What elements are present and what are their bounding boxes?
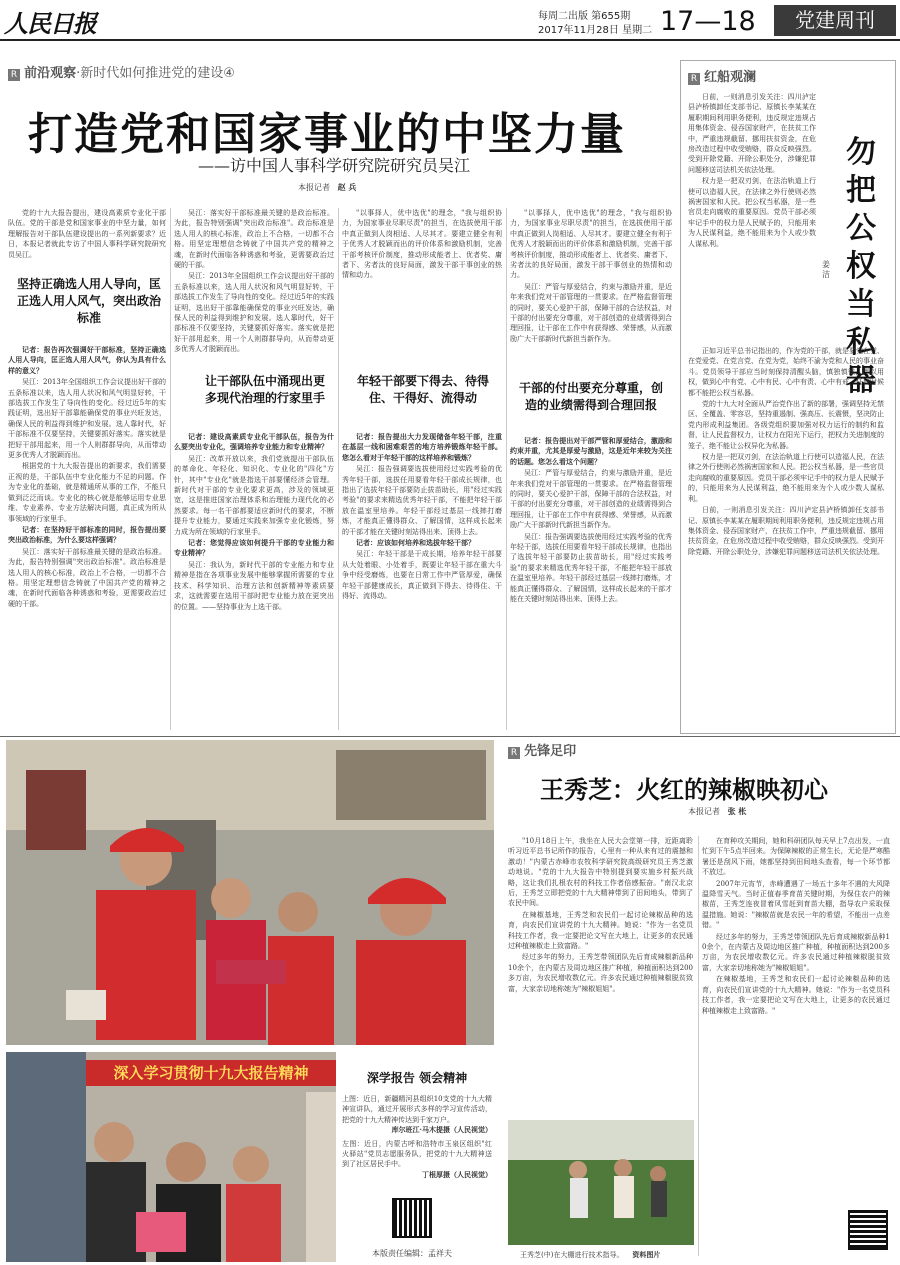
issue-date: 2017年11月28日 星期二 (538, 25, 653, 36)
pioneer-col2-p1: 在育种攻关期间，她和科研团队每天早上7点出发，一直忙到下午5点半回来。为保障辣椒的正常生长，无论是严寒酷暑还是刮风下雨，她都坚持到田间地头查看，每一个环节都不放过。 (702, 837, 890, 877)
col4-q: 记者：报告提出大力发现储备年轻干部，注重在基层一线和困难艰苦的地方培养锻炼年轻干部。您怎么看对于年轻干部的这样培养和锻炼？ (342, 432, 502, 462)
column-rule-2 (338, 208, 339, 730)
col4-q2: 记者：应该如何培养和选拔年轻干部？ (356, 538, 475, 548)
pioneer-headline: 王秀芝：火红的辣椒映初心 (540, 775, 828, 804)
subhead-4: 干部的付出要充分尊重，创造的业绩需得到合理回报 (518, 381, 663, 412)
column-tag-icon: R (8, 69, 20, 81)
study-qr-code[interactable] (392, 1198, 432, 1238)
col4-a2: 吴江：年轻干部是干成长期，培养年轻干部要从大处着眼、小处着手，既要让年轻干部在重大斗争中经受磨炼，也要在日常工作中严管厚爱，确保年轻干部健康成长，真正做到下得去、待得住、干得好、流得动。 (342, 550, 502, 601)
col1-body (8, 345, 166, 730)
volunteers-photo (6, 740, 494, 1045)
pioneer-byline-label: 本报记者 (688, 807, 720, 816)
pioneer-col1-p1: "10月18日上午，我坐在人民大会堂第一排，近距离聆听习近平总书记所作的报告，心里有一种从来有过的震撼和激动！"内蒙古赤峰市农牧科学研究院高级研究员王秀芝激动地说。"党的十九大报告中特别提到要实施乡村振兴战略，这让我们扎根农村的科技工作者倍感振奋。"南汉北京后，王秀芝立即把党的十九大精神带到了田间地头，带到了农民中间。 (508, 837, 693, 908)
col2-text: 根据党的十九大报告提出的新要求，我们需要正视的是，干部队伍中专业化能力不足的问题。作为专业化的基础，就是精通所从事的工作，不能只做到泛泛而谈。专业化的核心就是能够运用专业思维、专业素养、专业方法解决问题，真正成为所从事领域的行家里手。 (8, 462, 166, 523)
col2-a1: 吴江：2013年全国组织工作会议提出好干部的五条标准以来，选人用人状况和风气明显好转，干部选拔工作发生了导向性的变化。经过近5年的实践证明，选出好干部靠能确保党的事业兴旺发达，确保人民的利益得到维护和发展。选人靠时代，好干部标准不仅要坚持，关键要抓好落实。落实就是把好干部用起来，用一个人则群群导向，从而带动更多优秀人才脱颖而出。 (174, 272, 334, 354)
q1-text: 记者：报告再次强调好干部标准，坚持正确选人用人导向，匡正选人用人风气，你认为具有什么样的意义？ (8, 345, 166, 375)
col3-a2: 吴江：我认为，新时代干部的专业能力和专业精神是指在各项事业发展中能够掌握所需要的专业技术、科学知识、治理方法和创新精神等素质要求，这就需要在选用干部时把专业能力放在更突出的位置。——坚持事业为上选干部。 (174, 560, 334, 611)
pioneer-byline-name: 张 枨 (727, 807, 747, 816)
page-editor: 本版责任编辑：孟祥夫 (372, 1249, 452, 1258)
warning-tag-icon: R (688, 73, 700, 85)
warning-title: 勿把公权当私器 (846, 135, 876, 398)
pioneer-col1-p2: 在辣椒基地，王秀芝和农民们一起讨论辣椒品种的选育，向农民们宣讲党的十九大精神。她说："作为一名党员科技工作者，我一定要把论文写在大地上，让更多的农民通过种植辣椒走上致富路。" (508, 910, 693, 951)
warning-p2b: 权力是一把双刃剑，在法治轨道上行使可以造福人民，在法律之外行使则必然祸害国家和人民。把公权当私器，是一些官员走向腐败的重要原因。党员干部必须牢记手中的权力是人民赋予的，只能用来为人民谋利益，绝不能用来为个人或少数人谋私利。 (688, 453, 884, 503)
section-name: 党建周刊 (774, 5, 896, 36)
byline-label: 本报记者 (298, 183, 330, 192)
warning-body-bottom (688, 346, 884, 726)
col4-body-b (510, 436, 672, 732)
byline-name: 赵 兵 (337, 183, 357, 192)
study-cap1-credit: 库尔班江·马木提摄（人民视觉） (391, 1125, 492, 1135)
volunteers-photo-art (6, 740, 494, 1045)
a1-text: 吴江：2013年全国组织工作会议提出好干部的五条标准以来，选人用人状况和风气明显好转，干部选拔工作发生了导向性的变化。经过近5年的实践证明，选出好干部靠能确保党的事业兴旺发达，确保人民的利益得到维护和发展。选人靠时代，好干部标准不仅要坚持，关键要抓好落实。落实就是把好干部用起来，用一个人则群群导向，从而带动更多优秀人才脱颖而出。 (8, 378, 166, 460)
study-photo-art (6, 1052, 336, 1262)
study-cap2: 左图：近日，内蒙古呼和浩特市玉泉区组织"红火驿站"党员志愿服务队，把党的十九大精神送到了社区居民手中。 (342, 1139, 492, 1169)
col4-text-b: 吴江：严管与厚爱结合，约束与激励并重，是近年来我们党对干部管理的一贯要求。在严格监督管理的同时，要关心爱护干部，保障干部的合法权益，对干部的付出要充分尊重，对干部创造的业绩需得到合理回报，让干部在工作中有获得感、荣誉感，从而激励广大干部新时代新担当新作为。 (510, 282, 672, 343)
q2-text: 记者：在坚持好干部标准的同时，报告提出要突出政治标准，为什么要这样强调？ (8, 524, 166, 545)
warning-author: 姜 洁 (822, 260, 830, 279)
issue-number: 每周二出版 第655期 (538, 11, 631, 22)
col3-q: 记者：建设高素质专业化干部队伍，报告为什么要突出专业化，强调培养专业能力和专业精神？ (174, 432, 334, 452)
lead-headline: 打造党和国家事业的中坚力量 (28, 109, 626, 160)
lead-intro (8, 208, 166, 260)
pioneer-col2-p4: 在辣椒基地，王秀芝和农民们一起讨论辣椒品种的选育，向农民们宣讲党的十九大精神。她说："作为一名党员科技工作者，我一定要把论文写在大地上，让更多的农民通过种植辣椒走上致富路。" (702, 975, 890, 1015)
warning-p1: 日前，一则消息引发关注：四川泸定县泸桥镇卸任支部书记、原镇长李某某在履职期间利用职务便利，违反规定违规占用集体资金、侵吞国家财产，在扶贫工作中，严重违规截留、挪用扶贫资金，在危房改造过程中收受贿赂，群众反映强烈。受到开除党籍、开除公职处分，涉嫌犯罪问题移送司法机关依法处理。 (688, 93, 816, 174)
warning-p3: 正如习近平总书记指出的，作为党的干部，就是要党在党、在党爱党、在党言党、在党为党，始终不渝为党和人民的事业奋斗。党员领导干部应当时刻保持清醒头脑，慎独慎微，严以用权，做到心中有党、心中有民、心中有责、心中有戒，任何时候都不能把公权当私器。 (688, 347, 884, 397)
col2-body-b (174, 432, 334, 732)
study-cap1: 上图：近日，新疆精河县组织10支党的十九大精神宣讲队，通过开展形式多样的学习宣传活动，把党的十九大精神传达到千家万户。 (342, 1095, 492, 1124)
col3-q2: 记者：您觉得应该如何提升干部的专业能力和专业精神？ (174, 538, 334, 558)
a2-text: 吴江：落实好干部标准最关键的是政治标准。为此，报告特别强调"突出政治标准"。政治标准是选人用人的核心标准，政治上不合格，一切都不合格。用坚定理想信念铸就了中国共产党的精神之魂，在新时代面临各种诱惑和考验，更需要政治过硬的干部。 (8, 547, 166, 608)
col4-a: 吴江：报告强调要选拔使用经过实践考验的优秀年轻干部，选拔任用要看年轻干部成长规律，也指出了选拔年轻干部要防止拔苗助长，用"经过实践考验"的要求来精选优秀年轻干部，不能把年轻干部放在温室里培养。年轻干部经过基层一线摔打磨炼，才能真正懂得群众、了解国情，这样成长起来的干部才能在关键时刻站得出来、顶得上去。 (342, 465, 502, 536)
greenhouse-caption-credit: 资料图片 (632, 1251, 661, 1259)
col6-a: 吴江：严管与厚爱结合，约束与激励并重，是近年来我们党对干部管理的一贯要求。在严格监督管理的同时，要关心爱护干部，保障干部的合法权益，对干部的付出要充分尊重，对干部创造的业绩需得到合理回报，让干部在工作中有获得感、荣誉感，从而激励广大干部新时代新担当新作为。 (510, 469, 672, 530)
study-photo (6, 1052, 336, 1262)
warning-body-top (688, 92, 816, 342)
col4-text: "以事择人，优中选优"的理念，"我与组织协力，为国家事业尽职尽责"的担当，在选拔使用干部中真正做到人岗相适、人尽其才。要建立健全有利于优秀人才脱颖而出的评价体系和激励机制，完善干部考核评价制度，推动形成能者上、优者奖、庸者下、劣者汰的良好局面，激发干部干事创业的热情和动力。 (510, 209, 672, 280)
col6-q: 记者：报告提出对干部严管和厚爱结合，激励和约束并重，尤其是厚爱与激励，这是近年来较为关注的话题。您怎么看这个问题？ (510, 436, 672, 466)
study-banner: 深入学习贯彻十九大报告精神 (86, 1060, 336, 1086)
study-captions (342, 1094, 492, 1194)
greenhouse-caption-text: 王秀芝(中)在大棚进行技术指导。 (520, 1251, 624, 1259)
warning-tag-label: 红船观澜 (704, 70, 757, 85)
intro-text: 党的十九大报告提出，建设高素质专业化干部队伍。党的干部是党和国家事业的中坚力量，如何理解报告对干部队伍建设提出的一系列新要求？近日，本报记者就此专访了中国人事科学研究院研究员吴江。 (8, 209, 166, 259)
greenhouse-caption (520, 1250, 660, 1260)
col6-a-b: 吴江：报告强调要选拔使用经过实践考验的优秀年轻干部，选拔任用要看年轻干部成长规律，也指出了选拔年轻干部要防止拔苗助长，用"经过实践考验"的要求来精选优秀年轻干部，不能把年轻干部放在温室里培养。年轻干部经过基层一线摔打磨炼，才能真正懂得群众、了解国情，这样成长起来的干部才能在关键时刻站得出来、顶得上去。 (510, 532, 672, 604)
lead-subhead: ——访中国人事科学研究院研究员吴江 (198, 156, 471, 175)
subhead-3: 年轻干部要下得去、待得住、干得好、流得动 (356, 374, 489, 405)
col3-body-b (342, 432, 502, 732)
warning-p1b: 日前，一则消息引发关注：四川泸定县泸桥镇卸任支部书记、原镇长李某某在履职期间利用职务便利，违反规定违规占用集体资金、侵吞国家财产，在扶贫工作中，严重违规截留、挪用扶贫资金，在危房改造过程中收受贿赂，群众反映强烈。受到开除党籍、开除公职处分，涉嫌犯罪问题移送司法机关依法处理。 (688, 506, 884, 556)
warning-p2: 权力是一把双刃剑，在法治轨道上行使可以造福人民，在法律之外行使则必然祸害国家和人民。把公权当私器，是一些官员走向腐败的重要原因。党员干部必须牢记手中的权力是人民赋予的，只能用来为人民谋利益，绝不能用来为个人或少数人谋私利。 (688, 177, 816, 248)
col2-a2: 吴江：落实好干部标准最关键的是政治标准。为此，报告特别强调"突出政治标准"。政治标准是选人用人的核心标准，政治上不合格，一切都不合格。用坚定理想信念铸就了中国共产党的精神之魂，在新时代面临各种诱惑和考验，更需要政治过硬的干部。 (174, 209, 334, 270)
pioneer-col1 (508, 836, 693, 1114)
pioneer-col1-p3: 经过多年的努力，王秀芝带领团队先后育成辣椒新品种10余个，在内蒙古及周边地区推广种植，种植面积达到200多万亩，为农民增收数亿元。许多农民通过种植辣椒脱贫致富，大家亲切地称她为"辣椒姐姐"。 (508, 953, 693, 993)
study-title: 深学报告 领会精神 (366, 1071, 468, 1085)
pioneer-col2 (702, 836, 890, 1206)
pioneer-col2-p2: 2007年元宵节，赤峰遭遇了一场五十多年不遇的大风降温降雪天气。当时正值春季育苗关键时期，为保住农户的辣椒苗，王秀芝连夜冒着风雪赶到育苗大棚，指导农户采取保温措施。她说："辣椒苗就是农民一年的希望，不能出一点差错。" (702, 879, 890, 930)
pioneer-col2-p3: 经过多年的努力，王秀芝带领团队先后育成辣椒新品种10余个，在内蒙古及周边地区推广种植，种植面积达到200多万亩，为农民增收数亿元。许多农民通过种植辣椒脱贫致富，大家亲切地称她为"辣椒姐姐"。 (702, 932, 890, 972)
newspaper-logo: 人民日报 (4, 9, 96, 38)
column-series: ·新时代如何推进党的建设④ (76, 66, 235, 81)
column-tag (8, 62, 235, 81)
col5-a: "以事择人，优中选优"的理念，"我与组织协力，为国家事业尽职尽责"的担当，在选拔使用干部中真正做到人岗相适、人尽其才。要建立健全有利于优秀人才脱颖而出的评价体系和激励机制，完善干部考核评价制度，推动形成能者上、优者奖、庸者下、劣者汰的良好局面，激发干部干事创业的热情和动力。 (342, 209, 502, 280)
subhead-2: 让干部队伍中涌现出更多现代治理的行家里手 (204, 374, 325, 405)
lead-byline (298, 182, 356, 193)
col2-body (174, 208, 334, 368)
pioneer-qr-code[interactable] (848, 1210, 888, 1250)
column-tag-label: 前沿观察 (24, 66, 77, 81)
col3-a: 吴江：改革开放以来，我们党就提出干部队伍的革命化、年轻化、知识化、专业化的"四化"方针，其中"专业化"就是指选干部要懂经济会管理。新时代对干部的专业化要求更高，涉及的领域更宽，这是推进国家治理体系和治理能力现代化的必然要求。每一名干部都要适应新时代的要求，不断提升专业能力，要通过实践来加强专业化锻炼，努力成为所在领域的行家里手。 (174, 454, 334, 536)
warning-p4: 党的十九大对全面从严治党作出了新的部署，强调坚持无禁区、全覆盖、零容忍，坚持重遏制、强高压、长震慑，坚决防止党内形成利益集团。各级党组织要加强对权力运行的制约和监督，让人民监督权力，让权力在阳光下运行，把权力关进制度的笼子，绝不能让公权异化为私器。 (688, 400, 884, 450)
page-numbers: 17—18 (660, 6, 756, 37)
column-rule-3 (506, 208, 507, 730)
warning-tag (688, 66, 756, 85)
col3-body (342, 208, 502, 368)
column-rule-1 (170, 208, 171, 730)
pioneer-byline (688, 806, 746, 817)
section-divider (0, 736, 900, 737)
col4-body (510, 208, 672, 368)
pioneer-tag (508, 740, 576, 759)
subhead-1: 坚持正确选人用人导向，匡正选人用人风气，突出政治标准 (16, 277, 161, 325)
masthead-rule (0, 39, 900, 41)
pioneer-tag-icon: R (508, 747, 520, 759)
masthead (0, 0, 900, 42)
pioneer-tag-label: 先锋足印 (524, 744, 577, 759)
column-rule-4 (698, 836, 699, 1256)
study-cap2-credit: 丁根厚摄（人民视觉） (422, 1169, 492, 1179)
greenhouse-photo-art (508, 1120, 694, 1245)
greenhouse-photo (508, 1120, 694, 1245)
